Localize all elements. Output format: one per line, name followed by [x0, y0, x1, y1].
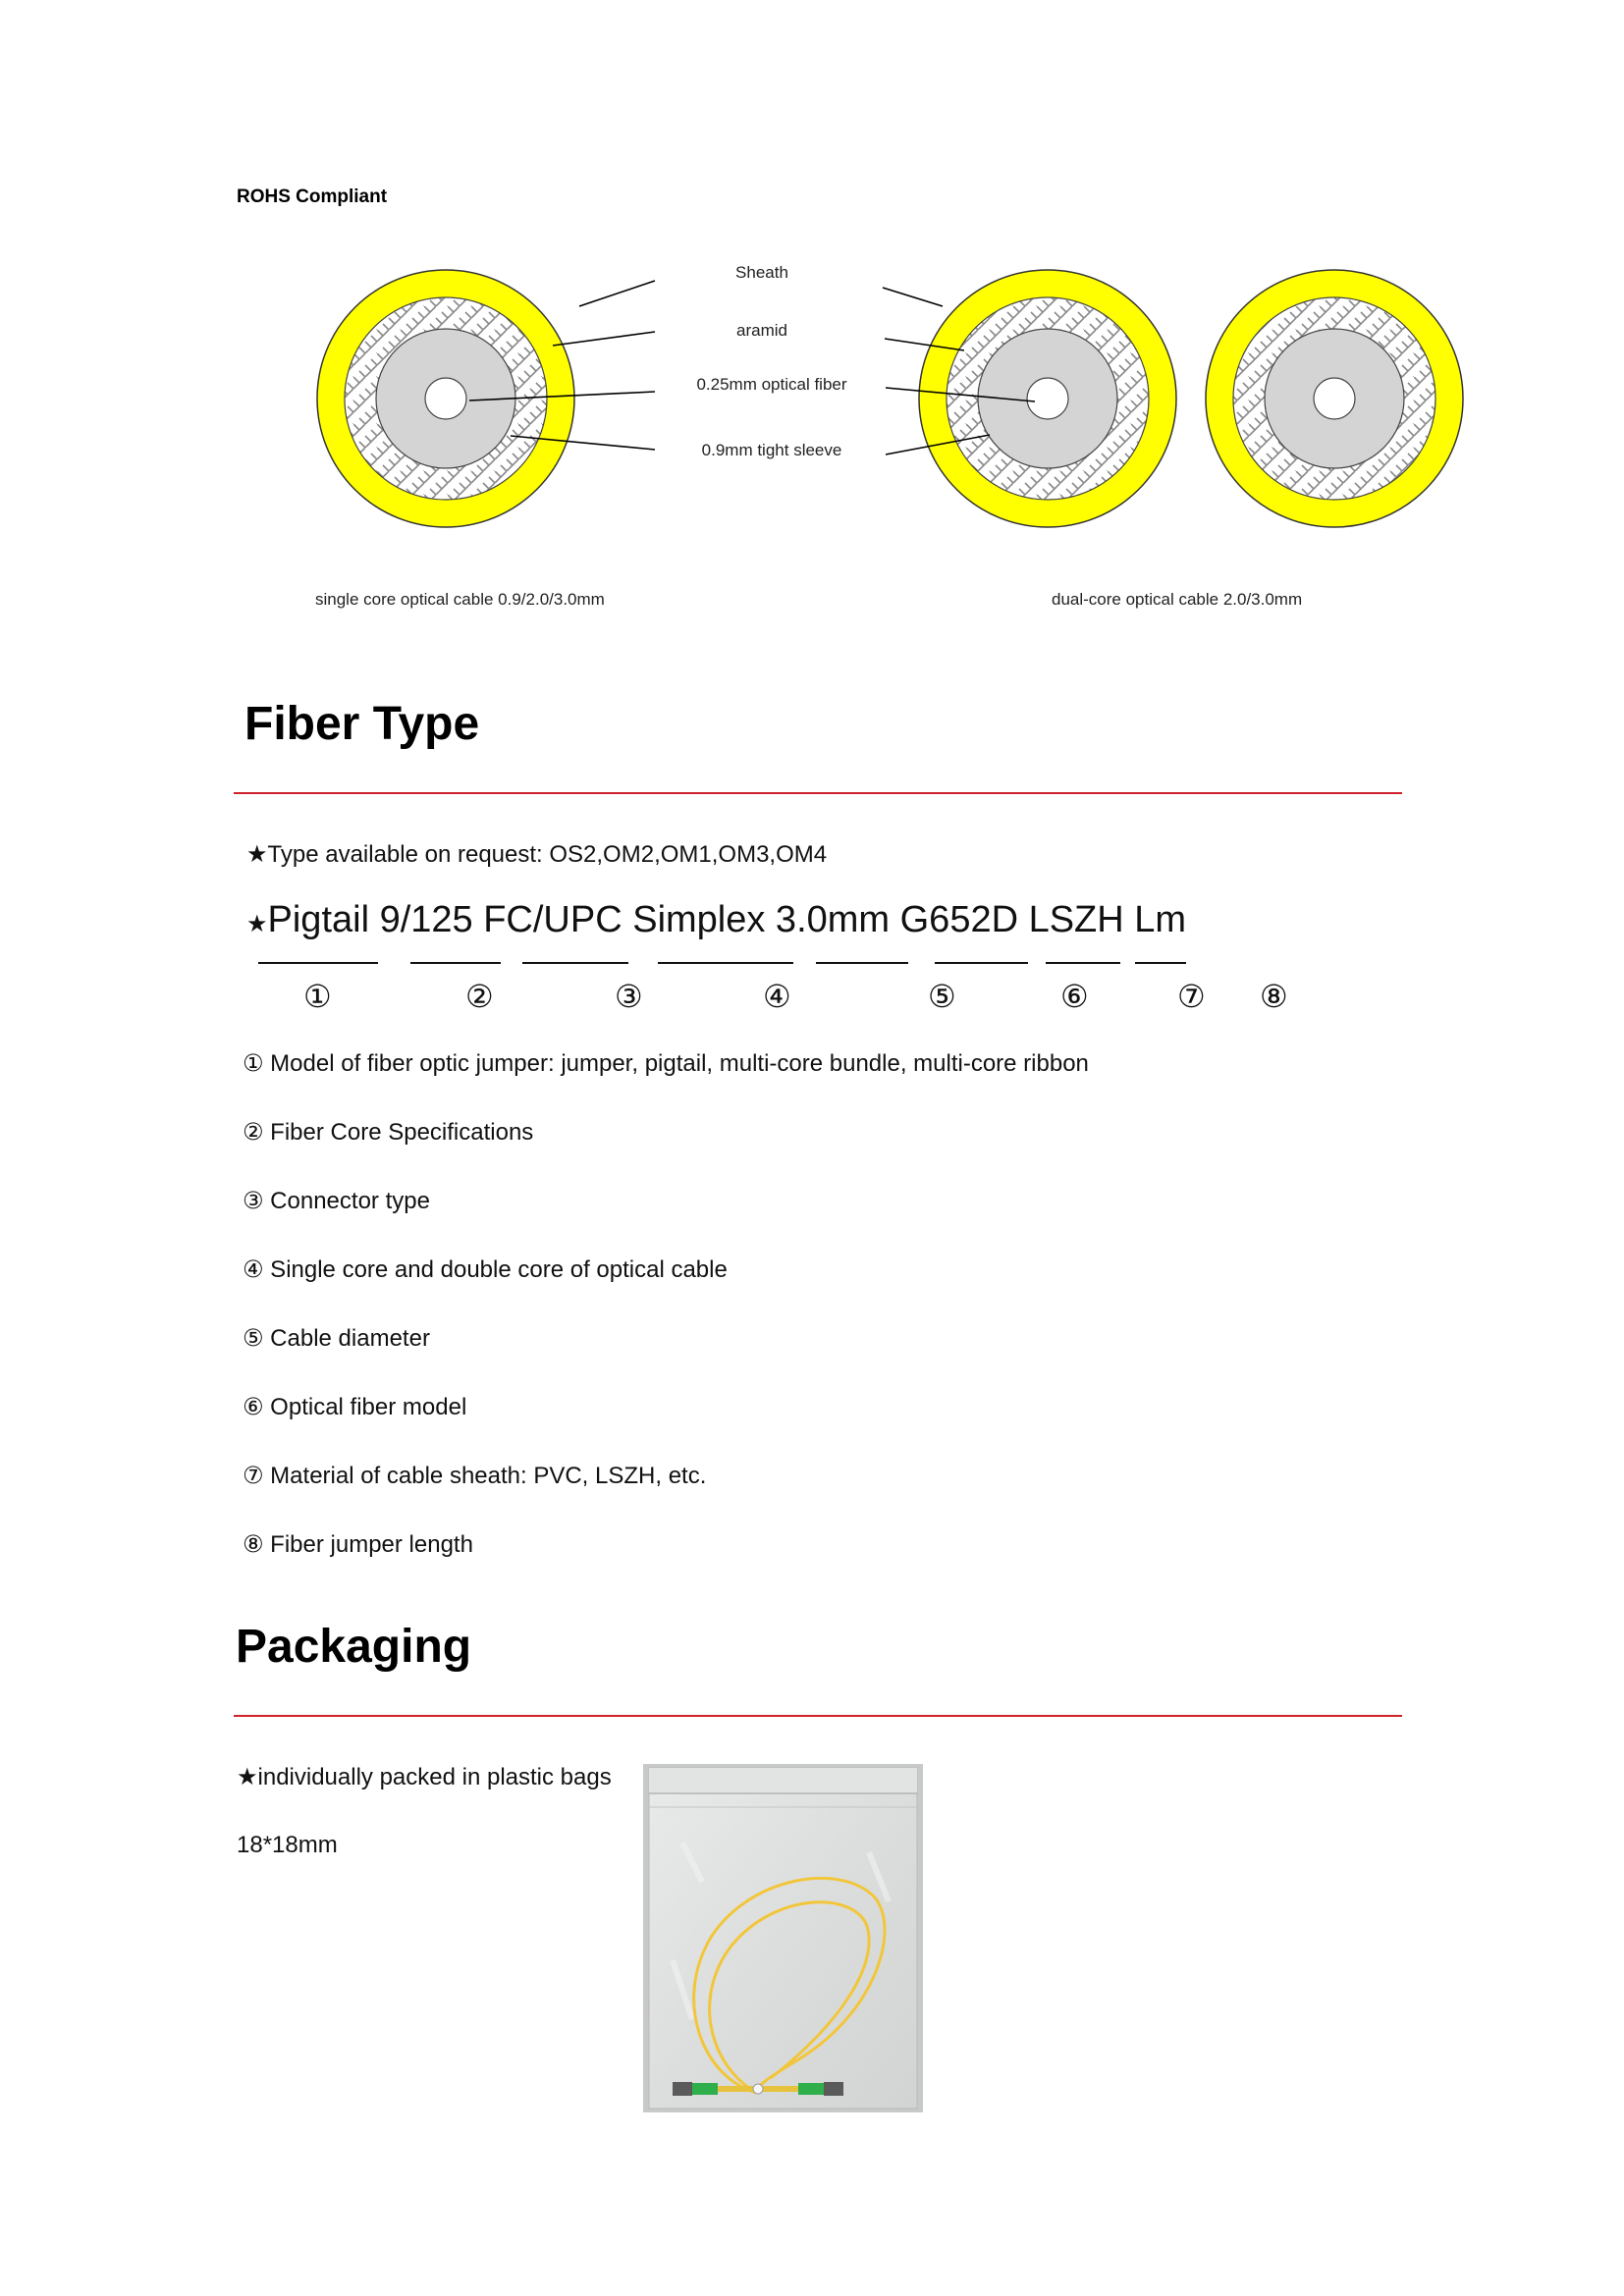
label-tight-sleeve: 0.9mm tight sleeve [701, 441, 842, 459]
list-item: ⑤ Cable diameter [243, 1325, 430, 1352]
segment-number: ⑤ [928, 978, 956, 1015]
code-segment-underline [1046, 962, 1120, 964]
pigtail-example-text: Pigtail 9/125 FC/UPC Simplex 3.0mm G652D LSZH Lm [267, 899, 1187, 940]
packaging-size: 18*18mm [237, 1832, 338, 1858]
segment-number: ③ [615, 978, 643, 1015]
list-item: ① Model of fiber optic jumper: jumper, pigtail, multi-core bundle, multi-core ribbon [243, 1050, 1089, 1077]
rohs-compliant-label: ROHS Compliant [237, 187, 388, 207]
code-segment-underline [522, 962, 628, 964]
packaging-heading: Packaging [236, 1621, 472, 1673]
list-item: ③ Connector type [243, 1188, 430, 1214]
packaged-pigtail-photo [643, 1764, 923, 2112]
list-item: ⑧ Fiber jumper length [243, 1531, 473, 1558]
list-item: ④ Single core and double core of optical cable [243, 1256, 728, 1283]
code-segment-underline [1135, 962, 1186, 964]
packaging-note: ★individually packed in plastic bags [237, 1764, 612, 1790]
type-available-note: ★Type available on request: OS2,OM2,OM1,OM3,OM4 [246, 841, 828, 868]
code-segment-underline [258, 962, 378, 964]
code-segment-underline [816, 962, 908, 964]
list-item: ⑥ Optical fiber model [243, 1394, 467, 1420]
label-aramid: aramid [736, 321, 787, 340]
caption-single-core: single core optical cable 0.9/2.0/3.0mm [315, 590, 605, 609]
label-optical-fiber: 0.25mm optical fiber [696, 375, 847, 394]
segment-number: ④ [763, 978, 791, 1015]
section-divider [234, 1715, 1402, 1717]
list-item: ② Fiber Core Specifications [243, 1119, 534, 1146]
list-item: ⑦ Material of cable sheath: PVC, LSZH, etc. [243, 1463, 707, 1489]
segment-number: ⑧ [1260, 978, 1288, 1015]
code-segment-underline [658, 962, 793, 964]
cable-cross-section-diagram [0, 0, 1624, 628]
label-sheath: Sheath [735, 263, 788, 282]
code-segment-underline [935, 962, 1028, 964]
segment-number: ① [303, 978, 332, 1015]
segment-number: ⑦ [1177, 978, 1206, 1015]
caption-dual-core: dual-core optical cable 2.0/3.0mm [1052, 590, 1303, 609]
fiber-type-heading: Fiber Type [244, 698, 480, 750]
single-core-cable [317, 270, 574, 527]
segment-number: ② [465, 978, 494, 1015]
star-icon: ★ [246, 911, 268, 937]
segment-number: ⑥ [1060, 978, 1089, 1015]
pigtail-example-code [246, 899, 1186, 941]
code-segment-underline [410, 962, 501, 964]
section-divider [234, 792, 1402, 794]
